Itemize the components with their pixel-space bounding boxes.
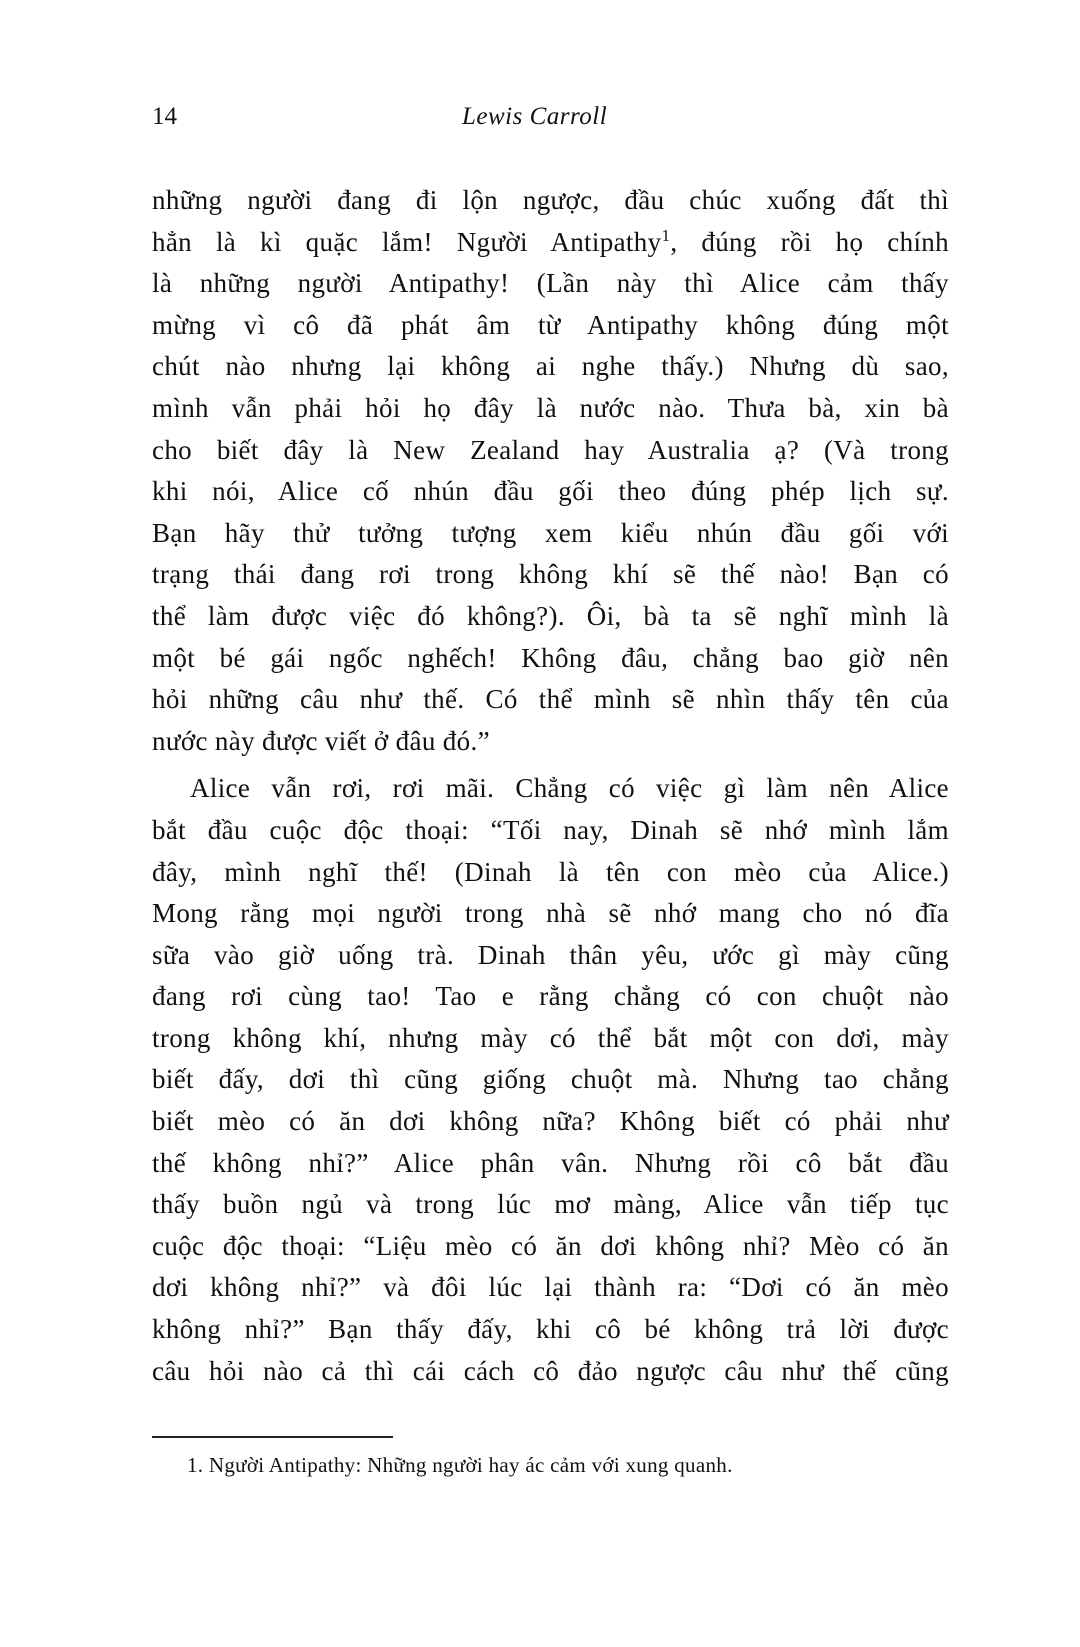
text-line: mừng vì cô đã phát âm từ Antipathy không đúng một xyxy=(152,309,949,340)
text-line: Bạn hãy thử tưởng tượng xem kiểu nhún đầu gối với xyxy=(152,517,949,548)
text-line: câu hỏi nào cả thì cái cách cô đảo ngược câu như thế cũng xyxy=(152,1355,949,1386)
text-line: biết đấy, dơi thì cũng giống chuột mà. Nhưng tao chẳng xyxy=(152,1064,949,1095)
text-line: khi nói, Alice cố nhún đầu gối theo đúng phép lịch sự. xyxy=(152,476,949,507)
text-line: thế không nhỉ?” Alice phân vân. Nhưng rồi cô bắt đầu xyxy=(152,1147,949,1178)
text-line: một bé gái ngốc nghếch! Không đâu, chẳng bao giờ nên xyxy=(152,642,949,673)
page-number: 14 xyxy=(152,103,177,130)
text-line: nước này được viết ở đâu đó.” xyxy=(152,725,490,756)
text-line: trạng thái đang rơi trong không khí sẽ thế nào! Bạn có xyxy=(152,559,949,590)
text-line: cuộc độc thoại: “Liệu mèo có ăn dơi không nhỉ? Mèo có ăn xyxy=(152,1230,949,1261)
text-line: sữa vào giờ uống trà. Dinah thân yêu, ước gì mày cũng xyxy=(152,939,949,970)
text-line: dơi không nhỉ?” và đôi lúc lại thành ra: “Dơi có ăn mèo xyxy=(152,1272,949,1303)
paragraph-2 xyxy=(152,768,949,1392)
text-line: biết mèo có ăn dơi không nữa? Không biết có phải như xyxy=(152,1106,949,1137)
running-head-author: Lewis Carroll xyxy=(462,103,608,130)
text-line: hỏi những câu như thế. Có thể mình sẽ nhìn thấy tên của xyxy=(152,684,949,715)
text-segment: , đúng rồi họ chính xyxy=(670,226,949,257)
text-line: bắt đầu cuộc độc thoại: “Tối nay, Dinah sẽ nhớ mình lắm xyxy=(152,814,949,845)
text-line: không nhỉ?” Bạn thấy đấy, khi cô bé không trả lời được xyxy=(152,1314,949,1345)
text-line: chút nào nhưng lại không ai nghe thấy.) Nhưng dù sao, xyxy=(152,351,949,382)
text-line: Alice vẫn rơi, rơi mãi. Chẳng có việc gì làm nên Alice xyxy=(190,773,949,804)
text-line: đây, mình nghĩ thế! (Dinah là tên con mèo của Alice.) xyxy=(152,856,949,887)
footnote: 1. Người Antipathy: Những người hay ác cảm với xung quanh. xyxy=(187,1453,733,1477)
text-line: thấy buồn ngủ và trong lúc mơ màng, Alice vẫn tiếp tục xyxy=(152,1189,949,1220)
page-header xyxy=(152,103,949,143)
text-line: mình vẫn phải hỏi họ đây là nước nào. Thưa bà, xin bà xyxy=(152,392,949,423)
text-line: cho biết đây là New Zealand hay Australia ạ? (Và trong xyxy=(152,434,949,465)
text-line: Mong rằng mọi người trong nhà sẽ nhớ mang cho nó đĩa xyxy=(152,898,949,929)
text-line: trong không khí, nhưng mày có thể bắt một con dơi, mày xyxy=(152,1022,949,1053)
text-line: đang rơi cùng tao! Tao e rằng chẳng có con chuột nào xyxy=(152,981,949,1012)
text-line: những người đang đi lộn ngược, đầu chúc xuống đất thì xyxy=(152,185,949,215)
text-line: thể làm được việc đó không?). Ôi, bà ta sẽ nghĩ mình là xyxy=(152,600,949,631)
text-line: là những người Antipathy! (Lần này thì Alice cảm thấy xyxy=(152,268,949,299)
footnote-divider xyxy=(152,1436,393,1438)
footnote-reference[interactable]: 1 xyxy=(661,225,671,245)
text-line-with-footnote xyxy=(152,222,949,264)
paragraph-1 xyxy=(152,180,949,762)
body-text xyxy=(152,180,949,1392)
text-segment: hẳn là kì quặc lắm! Người Antipathy xyxy=(152,226,662,257)
